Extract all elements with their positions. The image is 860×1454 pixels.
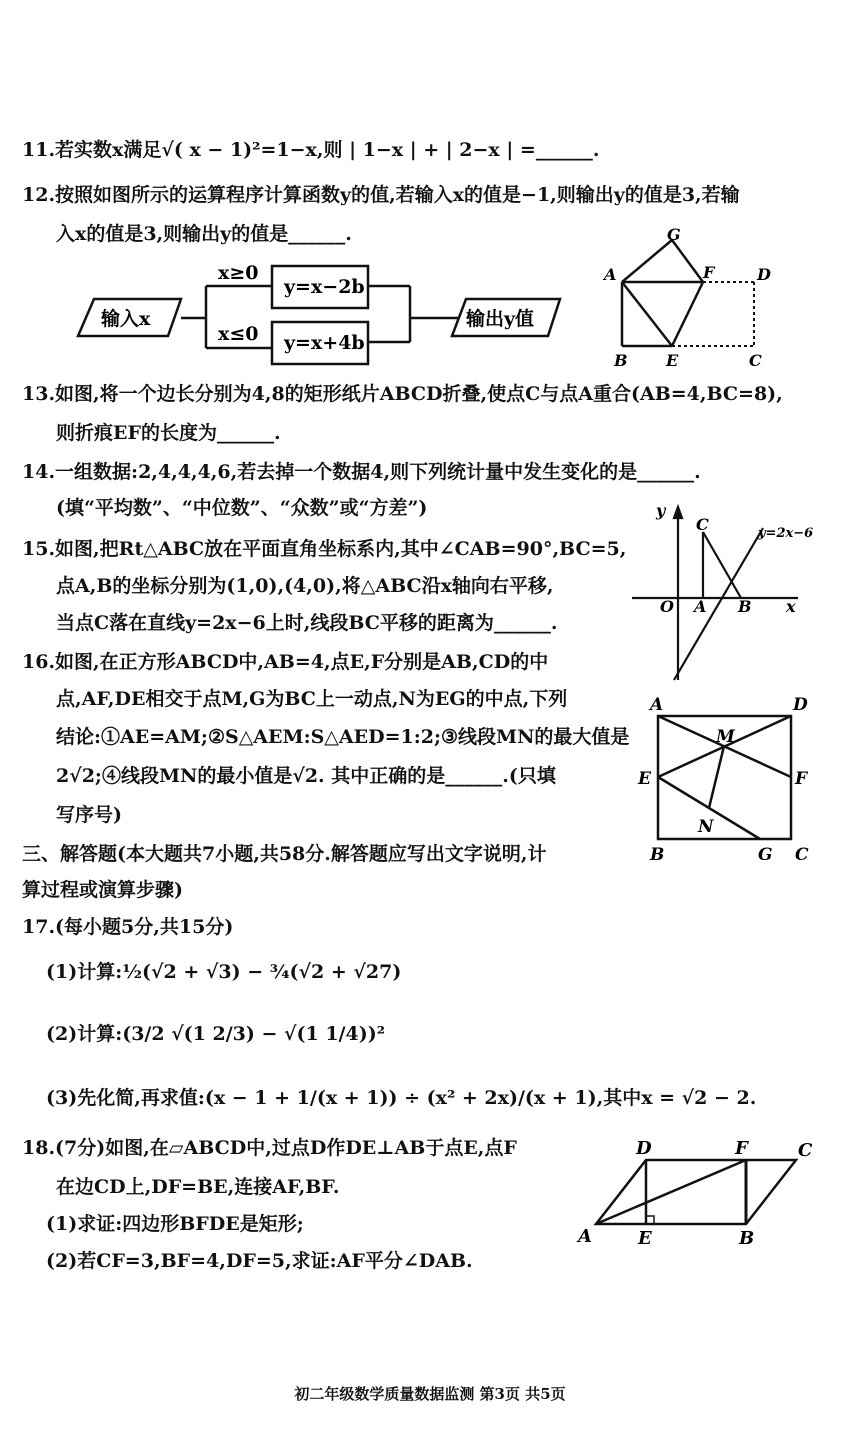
page-footer: 初二年级数学质量数据监测 第3页 共5页	[294, 1385, 566, 1403]
fig16-label-c: C	[795, 845, 809, 865]
fig15-label-x: x	[786, 597, 796, 616]
fig18-label-d: D	[636, 1138, 652, 1159]
question-13-line-1: 13.如图,将一个边长分别为4,8的矩形纸片ABCD折叠,使点C与点A重合(AB=4,BC=8),	[22, 383, 783, 405]
flow-output-label: 输出y值	[466, 308, 535, 330]
flow-box-1-label: y=x−2b	[284, 276, 365, 298]
fig13-label-e: E	[666, 351, 679, 370]
fig13-label-d: D	[757, 265, 771, 284]
question-11: 11.若实数x满足√( x − 1)²=1−x,则 | 1−x | + | 2−x | =______.	[22, 139, 600, 161]
question-12-line-1: 12.按照如图所示的运算程序计算函数y的值,若输入x的值是−1,则输出y的值是3,若输	[22, 184, 740, 206]
q18-figure	[576, 1138, 813, 1249]
question-16-line-2: 点,AF,DE相交于点M,G为BC上一动点,N为EG的中点,下列	[56, 688, 568, 710]
fig15-label-o: O	[660, 597, 674, 616]
question-17-part-3: (3)先化简,再求值:(x − 1 + 1/(x + 1)) ÷ (x² + 2x)/(x + 1),其中x = √2 − 2.	[46, 1087, 757, 1109]
question-17-part-1: (1)计算:½(√2 + √3) − ¾(√2 + √27)	[46, 961, 402, 983]
question-15-line-1: 15.如图,把Rt△ABC放在平面直角坐标系内,其中∠CAB=90°,BC=5,	[22, 538, 627, 560]
question-16-line-3: 结论:①AE=AM;②S△AEM:S△AED=1:2;③线段MN的最大值是	[56, 726, 630, 748]
flow-input-label: 输入x	[101, 308, 151, 330]
question-18-line-4: (2)若CF=3,BF=4,DF=5,求证:AF平分∠DAB.	[46, 1250, 473, 1272]
q16-figure	[637, 695, 809, 865]
section-3-heading-line-2: 算过程或演算步骤)	[22, 879, 183, 901]
flow-box-2-label: y=x+4b	[284, 332, 365, 354]
question-17-heading: 17.(每小题5分,共15分)	[22, 916, 234, 938]
fig16-label-f: F	[795, 769, 808, 789]
fig13-label-g: G	[667, 225, 681, 244]
question-18-line-2: 在边CD上,DF=BE,连接AF,BF.	[56, 1176, 340, 1198]
question-14-line-2: (填“平均数”、“中位数”、“众数”或“方差”)	[56, 497, 428, 519]
fig16-label-e: E	[638, 769, 651, 789]
question-16-line-5: 写序号)	[56, 804, 122, 826]
fig16-label-d: D	[793, 695, 808, 715]
fig16-label-b: B	[650, 845, 665, 865]
fig16-label-g: G	[758, 845, 773, 865]
question-17-part-2: (2)计算:(3/2 √(1 2/3) − √(1 1/4))²	[46, 1023, 386, 1045]
flow-cond-1: x≥0	[218, 262, 259, 284]
question-18-line-1: 18.(7分)如图,在▱ABCD中,过点D作DE⊥AB于点E,点F	[22, 1137, 517, 1159]
fig15-label-a: A	[694, 597, 707, 616]
section-3-heading-line-1: 三、解答题(本大题共7小题,共58分.解答题应写出文字说明,计	[22, 843, 547, 865]
question-16-line-4: 2√2;④线段MN的最小值是√2. 其中正确的是______.(只填	[56, 765, 556, 787]
fig15-line-label: y=2x−6	[758, 526, 814, 541]
fig13-label-a: A	[604, 265, 617, 284]
fig13-label-c: C	[749, 351, 762, 370]
fig15-label-c: C	[696, 515, 709, 534]
question-14-line-1: 14.一组数据:2,4,4,4,6,若去掉一个数据4,则下列统计量中发生变化的是______.	[22, 461, 701, 483]
question-12-line-2: 入x的值是3,则输出y的值是______.	[56, 223, 352, 245]
question-15-line-3: 当点C落在直线y=2x−6上时,线段BC平移的距离为______.	[56, 612, 558, 634]
fig16-label-a: A	[650, 695, 664, 715]
fig15-label-b: B	[738, 597, 752, 616]
fig16-label-n: N	[698, 817, 714, 837]
fig16-label-m: M	[716, 727, 735, 747]
question-13-line-2: 则折痕EF的长度为______.	[56, 422, 281, 444]
fig18-label-e: E	[638, 1228, 652, 1249]
fig18-label-c: C	[798, 1140, 813, 1161]
question-18-line-3: (1)求证:四边形BFDE是矩形;	[46, 1213, 304, 1235]
fig13-label-b: B	[614, 351, 628, 370]
q15-figure	[632, 501, 813, 680]
fig13-label-f: F	[703, 263, 715, 282]
fig15-label-y: y	[656, 501, 666, 520]
question-15-line-2: 点A,B的坐标分别为(1,0),(4,0),将△ABC沿x轴向右平移,	[56, 575, 554, 597]
fig18-label-a: A	[578, 1226, 592, 1247]
q13-figure	[602, 225, 771, 370]
fig18-label-f: F	[735, 1138, 748, 1159]
flow-cond-2: x≤0	[218, 323, 259, 345]
question-16-line-1: 16.如图,在正方形ABCD中,AB=4,点E,F分别是AB,CD的中	[22, 651, 549, 673]
fig18-label-b: B	[739, 1228, 755, 1249]
